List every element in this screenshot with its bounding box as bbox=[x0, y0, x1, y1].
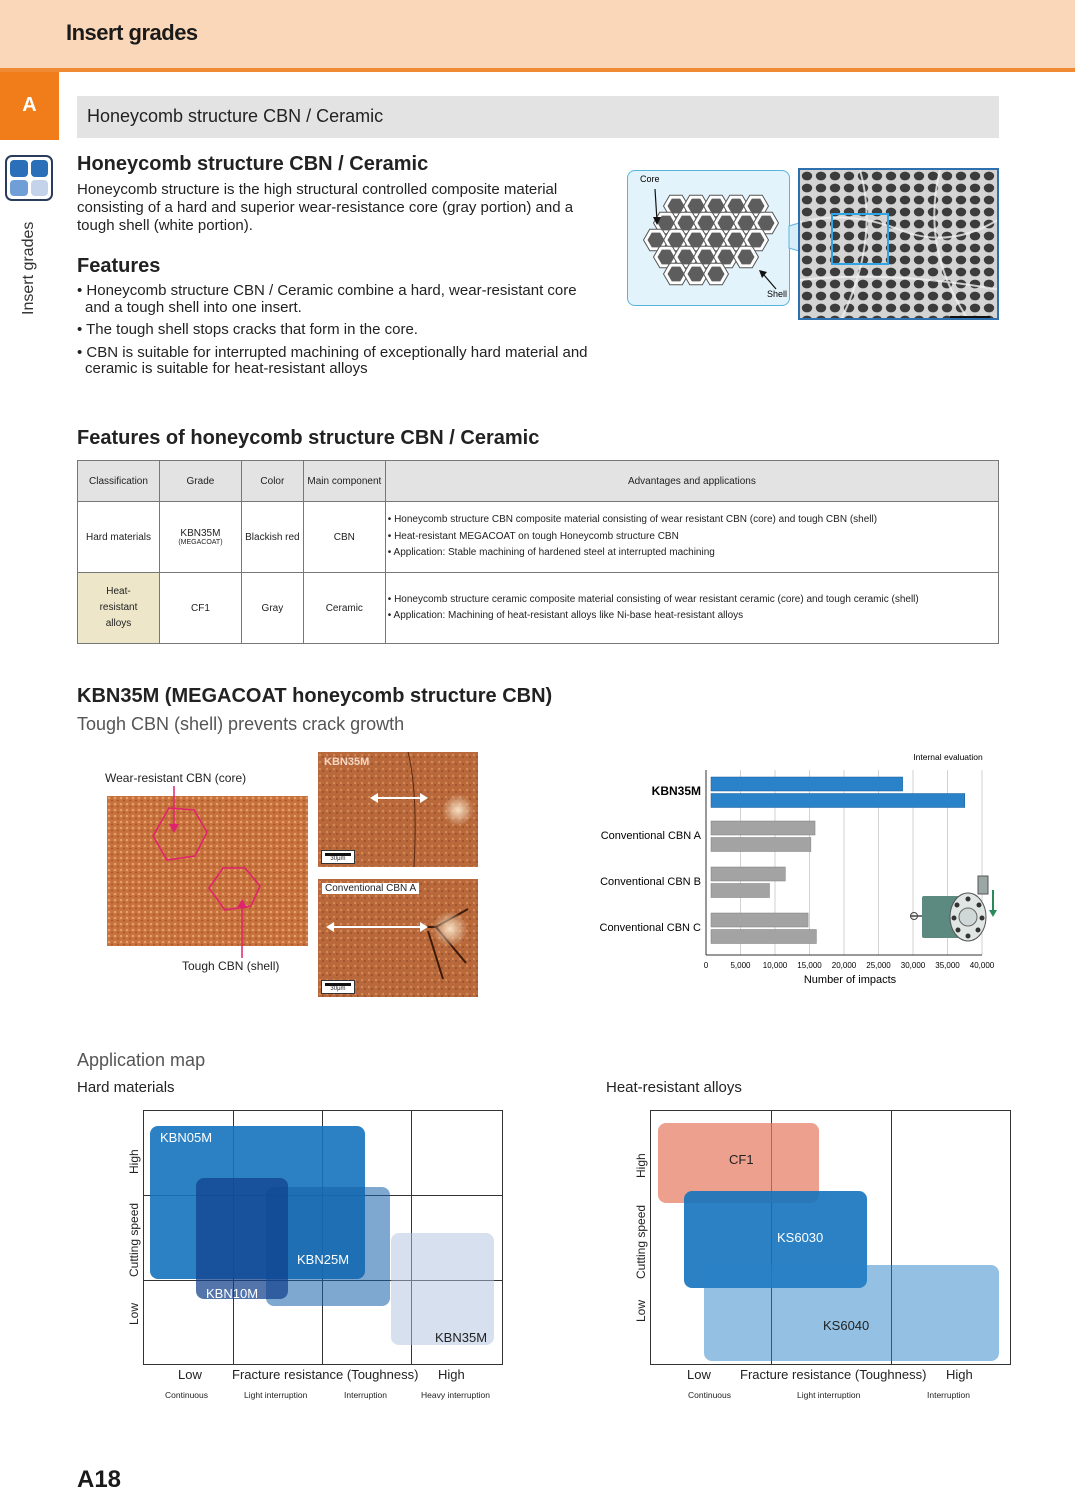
region-label-kbn35m: KBN35M bbox=[435, 1330, 488, 1345]
x-sub-label: Interruption bbox=[927, 1390, 970, 1400]
honeycomb-diagram bbox=[627, 170, 790, 306]
microstructure-image bbox=[798, 168, 999, 320]
heat-resistant-map bbox=[650, 1110, 1011, 1365]
region-label-ks6040: KS6040 bbox=[823, 1318, 870, 1333]
color-cell: Gray bbox=[241, 573, 303, 644]
chart-category-label: KBN35M bbox=[651, 784, 701, 798]
region-label-kbn25m: KBN25M bbox=[297, 1252, 350, 1267]
chart-tick-label: 10,000 bbox=[762, 961, 788, 970]
chart-category-label: Conventional CBN C bbox=[599, 922, 701, 934]
y-axis-low: Low bbox=[127, 1302, 141, 1325]
shell-callout: Tough CBN (shell) bbox=[182, 959, 280, 973]
region-ks6040 bbox=[704, 1265, 999, 1361]
advantages-cell bbox=[385, 573, 998, 644]
chart-tick-label: 0 bbox=[703, 961, 709, 970]
table-heading: Features of honeycomb structure CBN / Ceramic bbox=[77, 427, 540, 449]
grade-note: (MEGACOAT) bbox=[178, 539, 223, 546]
kbn-subheading: Tough CBN (shell) prevents crack growth bbox=[77, 714, 405, 734]
color-cell: Blackish red bbox=[241, 502, 303, 573]
heat-map-title: Heat-resistant alloys bbox=[606, 1079, 742, 1096]
grade-table bbox=[77, 460, 999, 644]
chart-bar bbox=[711, 821, 815, 835]
conventional-crack-photo bbox=[318, 879, 478, 997]
advantage-item: • Honeycomb structure CBN composite material consisting of wear resistant CBN (core) and tough CBN (shell) bbox=[387, 514, 878, 526]
advantage-item: • Honeycomb structure ceramic composite material consisting of wear resistant ceramic (core) and tough ceramic (shell) bbox=[387, 593, 919, 605]
chart-note: Internal evaluation bbox=[913, 752, 983, 762]
x-axis-high: High bbox=[946, 1367, 973, 1382]
x-axis-high: High bbox=[438, 1367, 465, 1382]
feature-item: • CBN is suitable for interrupted machining of exceptionally hard material and ceramic is suitable for heat-resistant alloys bbox=[77, 343, 588, 377]
chart-bar bbox=[711, 930, 816, 944]
honeycomb-svg bbox=[628, 171, 791, 307]
y-axis-label: Cutting speed bbox=[634, 1204, 648, 1279]
region-kbn35m bbox=[391, 1233, 494, 1345]
chart-bar bbox=[711, 884, 769, 898]
intro-text: Honeycomb structure is the high structural controlled composite material consisting of a hard and superior wear-resistance core (gray portion) and a tough shell (white portion). bbox=[77, 181, 574, 234]
x-sub-label: Light interruption bbox=[797, 1390, 861, 1400]
impact-test-sketch bbox=[906, 870, 1001, 945]
header-rule bbox=[0, 68, 1075, 72]
x-sub-label: Heavy interruption bbox=[421, 1390, 490, 1400]
x-axis-label: Fracture resistance (Toughness) bbox=[740, 1367, 927, 1382]
core-label: Core bbox=[640, 174, 660, 184]
chart-category-label: Conventional CBN A bbox=[600, 830, 701, 842]
section-bar-title: Honeycomb structure CBN / Ceramic bbox=[87, 106, 384, 126]
x-axis-label: Fracture resistance (Toughness) bbox=[232, 1367, 419, 1382]
table-row bbox=[78, 502, 999, 573]
chart-bar bbox=[711, 794, 965, 808]
scale-bar: 30μm bbox=[321, 980, 355, 994]
photo-tag: KBN35M bbox=[324, 756, 370, 768]
x-sub-label: Light interruption bbox=[244, 1390, 308, 1400]
chart-tick-label: 40,000 bbox=[969, 961, 995, 970]
table-header: Advantages and applications bbox=[385, 461, 998, 502]
scale-bar: 30μm bbox=[321, 850, 355, 864]
y-axis-low: Low bbox=[634, 1299, 648, 1322]
grade-cell bbox=[159, 502, 241, 573]
advantages-cell bbox=[385, 502, 998, 573]
x-axis-low: Low bbox=[687, 1367, 711, 1382]
microstructure-svg bbox=[800, 170, 999, 320]
feature-item: • The tough shell stops cracks that form in the core. bbox=[77, 321, 418, 338]
page-number: A18 bbox=[77, 1466, 122, 1493]
y-axis-high: High bbox=[127, 1149, 141, 1174]
advantage-item: • Application: Stable machining of hardened steel at interrupted machining bbox=[387, 547, 715, 559]
classification-cell: Hard materials bbox=[78, 502, 160, 573]
photo-tag: Conventional CBN A bbox=[322, 883, 419, 894]
advantage-item: • Application: Machining of heat-resistant alloys like Ni-base heat-resistant alloys bbox=[387, 610, 744, 621]
y-axis-label: Cutting speed bbox=[127, 1202, 141, 1277]
chart-tick-label: 25,000 bbox=[866, 961, 891, 970]
insert-grades-icon bbox=[5, 155, 53, 201]
kbn-heading: KBN35M (MEGACOAT honeycomb structure CBN) bbox=[77, 685, 553, 707]
x-axis-low: Low bbox=[178, 1367, 202, 1382]
shell-label: Shell bbox=[767, 289, 788, 299]
table-header: Main component bbox=[303, 461, 385, 502]
table-header: Grade bbox=[159, 461, 241, 502]
intro-heading: Honeycomb structure CBN / Ceramic bbox=[77, 153, 429, 175]
chart-category-label: Conventional CBN B bbox=[600, 876, 701, 888]
table-row bbox=[78, 573, 999, 644]
features-list bbox=[77, 283, 597, 384]
app-map-heading: Application map bbox=[77, 1050, 206, 1070]
chart-tick-label: 20,000 bbox=[831, 961, 857, 970]
component-cell: CBN bbox=[303, 502, 385, 573]
advantage-item: • Heat-resistant MEGACOAT on tough Honeycomb structure CBN bbox=[387, 530, 679, 542]
callout-arrows bbox=[160, 786, 260, 961]
feature-item: • Honeycomb structure CBN / Ceramic combine a hard, wear-resistant core and a tough shell into one insert. bbox=[77, 282, 577, 316]
features-heading: Features bbox=[77, 255, 161, 277]
chart-tick-label: 30,000 bbox=[900, 961, 926, 970]
classification-cell bbox=[78, 573, 160, 644]
section-tab[interactable]: A bbox=[0, 72, 59, 140]
region-label-kbn10m: KBN10M bbox=[206, 1286, 259, 1301]
chart-xlabel: Number of impacts bbox=[803, 974, 897, 986]
core-callout: Wear-resistant CBN (core) bbox=[105, 771, 247, 785]
region-label-ks6030: KS6030 bbox=[777, 1230, 824, 1245]
section-bar bbox=[77, 96, 999, 138]
chart-tick-label: 15,000 bbox=[797, 961, 822, 970]
component-cell: Ceramic bbox=[303, 573, 385, 644]
x-sub-label: Interruption bbox=[344, 1390, 387, 1400]
grade-name: KBN35M bbox=[180, 528, 221, 539]
classification-text: Heat-resistant alloys bbox=[99, 586, 138, 629]
chart-bar bbox=[711, 867, 785, 881]
x-sub-label: Continuous bbox=[688, 1390, 732, 1400]
hard-materials-map bbox=[143, 1110, 503, 1365]
chart-bar bbox=[711, 838, 811, 852]
hard-map-title: Hard materials bbox=[77, 1079, 175, 1096]
y-axis-high: High bbox=[634, 1153, 648, 1178]
region-label-cf1: CF1 bbox=[729, 1152, 754, 1167]
region-kbn10m bbox=[196, 1178, 288, 1299]
kbn35m-crack-photo bbox=[318, 752, 478, 867]
chart-bar bbox=[711, 913, 808, 927]
table-header: Classification bbox=[78, 461, 160, 502]
side-label: Insert grades bbox=[20, 221, 37, 315]
table-header: Color bbox=[241, 461, 303, 502]
chart-bar bbox=[711, 777, 903, 791]
chart-tick-label: 5,000 bbox=[730, 961, 751, 970]
page-title: Insert grades bbox=[66, 20, 198, 45]
table-header-row bbox=[78, 461, 999, 502]
chart-tick-label: 35,000 bbox=[935, 961, 960, 970]
grade-cell: CF1 bbox=[159, 573, 241, 644]
region-label-kbn05m: KBN05M bbox=[160, 1130, 213, 1145]
x-sub-label: Continuous bbox=[165, 1390, 209, 1400]
